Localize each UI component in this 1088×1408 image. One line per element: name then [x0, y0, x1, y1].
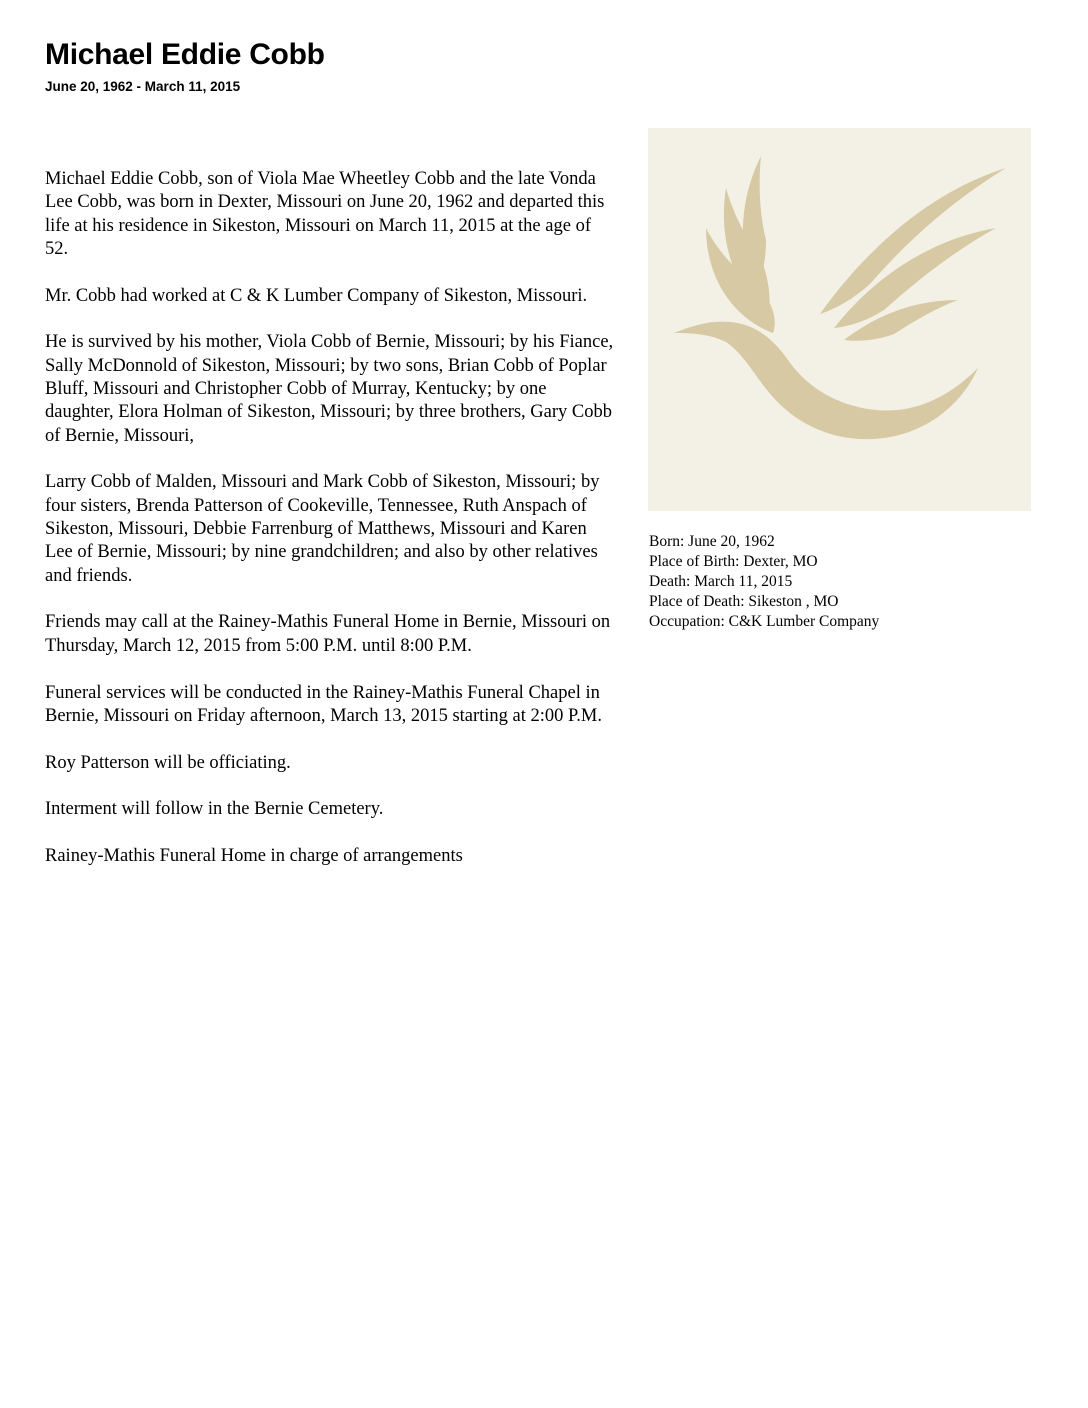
- obituary-paragraph: Michael Eddie Cobb, son of Viola Mae Wheetley Cobb and the late Vonda Lee Cobb, was born in Dexter, Missouri on June 20, 1962 and departed this life at his residence in Sikeston, Missouri on March 11, 2015 at the age of 52.: [45, 169, 605, 259]
- dove-icon: [648, 128, 1031, 511]
- obituary-paragraph: Rainey-Mathis Funeral Home in charge of arrangements: [45, 846, 463, 867]
- fact-occupation: Occupation: C&K Lumber Company: [649, 613, 880, 630]
- fact-place-of-birth: Place of Birth: Dexter, MO: [649, 553, 818, 570]
- obituary-text: [45, 168, 615, 892]
- obituary-paragraph: Roy Patterson will be officiating.: [45, 752, 291, 773]
- fact-place-of-death: Place of Death: Sikeston , MO: [649, 593, 839, 610]
- fact-born: Born: June 20, 1962: [649, 533, 775, 550]
- obituary-paragraph: Friends may call at the Rainey-Mathis Funeral Home in Bernie, Missouri on Thursday, March 12, 2015 from 5:00 P.M. until 8:00 P.M.: [45, 612, 611, 656]
- memorial-photo: [648, 128, 1031, 511]
- obituary-paragraph: He is survived by his mother, Viola Cobb of Bernie, Missouri; by his Fiance, Sally McDonnold of Sikeston, Missouri; by two sons, Brian Cobb of Poplar Bluff, Missouri and Christopher Cobb of Murray, Kentucky; by one daughter, Elora Holman of Sikeston, Missouri; by three brothers, Gary Cobb of Bernie, Missouri,: [45, 332, 614, 446]
- vital-facts: [649, 532, 879, 632]
- obituary-paragraph: Larry Cobb of Malden, Missouri and Mark Cobb of Sikeston, Missouri; by four sisters, Brenda Patterson of Cookeville, Tennessee, Ruth Anspach of Sikeston, Missouri, Debbie Farrenburg of Matthews, Missouri and Karen Lee of Bernie, Missouri; by nine grandchildren; and also by other relatives and friends.: [45, 472, 600, 586]
- obituary-paragraph: Funeral services will be conducted in the Rainey-Mathis Funeral Chapel in Bernie, Missouri on Friday afternoon, March 13, 2015 starting at 2:00 P.M.: [45, 682, 602, 726]
- life-dates: June 20, 1962 - March 11, 2015: [45, 79, 241, 94]
- page-title: Michael Eddie Cobb: [45, 38, 325, 71]
- obituary-paragraph: Interment will follow in the Bernie Cemetery.: [45, 799, 384, 820]
- obituary-paragraph: Mr. Cobb had worked at C & K Lumber Company of Sikeston, Missouri.: [45, 285, 588, 306]
- fact-death: Death: March 11, 2015: [649, 573, 793, 590]
